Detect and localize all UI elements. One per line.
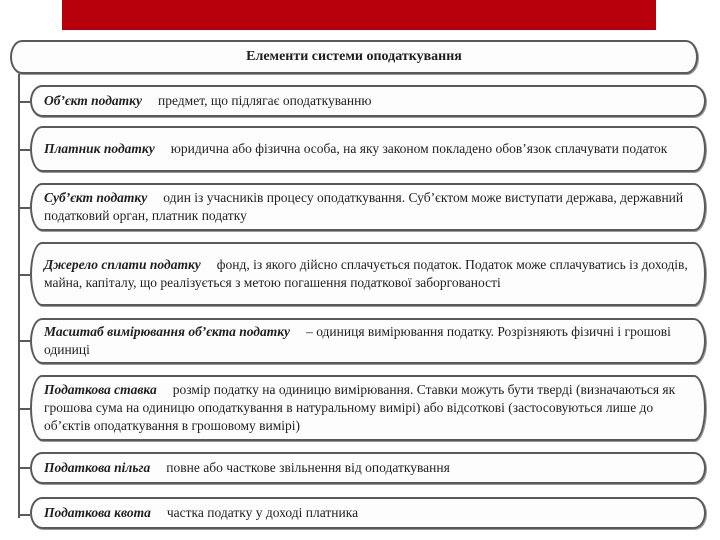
connector-tick	[18, 340, 30, 342]
element-term: Об’єкт податку	[44, 93, 142, 108]
element-term: Масштаб вимірювання об’єкта податку	[44, 324, 291, 339]
connector-tick	[18, 514, 30, 516]
element-box-scale	[30, 318, 706, 364]
element-definition: предмет, що підлягає оподаткуванню	[158, 93, 372, 108]
element-term: Податкова пільга	[44, 460, 151, 475]
element-box-subject	[30, 183, 706, 231]
connector-tick	[18, 149, 30, 151]
element-definition: частка податку у доході платника	[166, 505, 359, 520]
element-box-relief	[30, 452, 706, 484]
element-definition: розмір податку на одиницю вимірювання. Ставки можуть бути тверді (визначаються як грошова сума на одиницю оподаткування в натуральному вимірі) або відсоткові (застосовуються лише до об’єктів оподаткування в грошовому вимірі)	[44, 382, 676, 433]
element-term: Джерело сплати податку	[44, 257, 201, 272]
element-box-object	[30, 85, 706, 117]
element-box-source	[30, 242, 706, 306]
connector-tick	[18, 101, 30, 103]
element-definition: повне або часткове звільнення від оподаткування	[166, 460, 450, 475]
connector-tick	[18, 467, 30, 469]
element-term: Податкова ставка	[44, 382, 157, 397]
connector-tick	[18, 207, 30, 209]
element-definition: – одиниця вимірювання податку. Розрізняють фізичні і грошові одиниці	[44, 324, 671, 357]
diagram-title: Елементи системи оподаткування	[246, 49, 462, 64]
element-definition: юридична або фізична особа, на яку законом покладено обов’язок сплачувати податок	[170, 141, 668, 156]
title-banner	[62, 0, 656, 30]
connector-tick	[18, 408, 30, 410]
element-term: Податкова квота	[44, 505, 151, 520]
element-box-rate	[30, 375, 706, 441]
element-term: Платник податку	[44, 141, 155, 156]
diagram-title-box	[10, 40, 698, 74]
element-definition: фонд, із якого дійсно сплачується податок. Податок може сплачуватись із доходів, майна, капіталу, що реалізується з метою погашення податкової заборгованості	[44, 257, 688, 290]
element-definition: один із учасників процесу оподаткування. Суб’єктом може виступати держава, державний податковий орган, платник податку	[44, 190, 684, 223]
connector-tick	[18, 274, 30, 276]
element-box-quota	[30, 497, 706, 529]
element-term: Суб’єкт податку	[44, 190, 148, 205]
connector-trunk	[18, 74, 20, 518]
element-box-payer	[30, 126, 706, 172]
